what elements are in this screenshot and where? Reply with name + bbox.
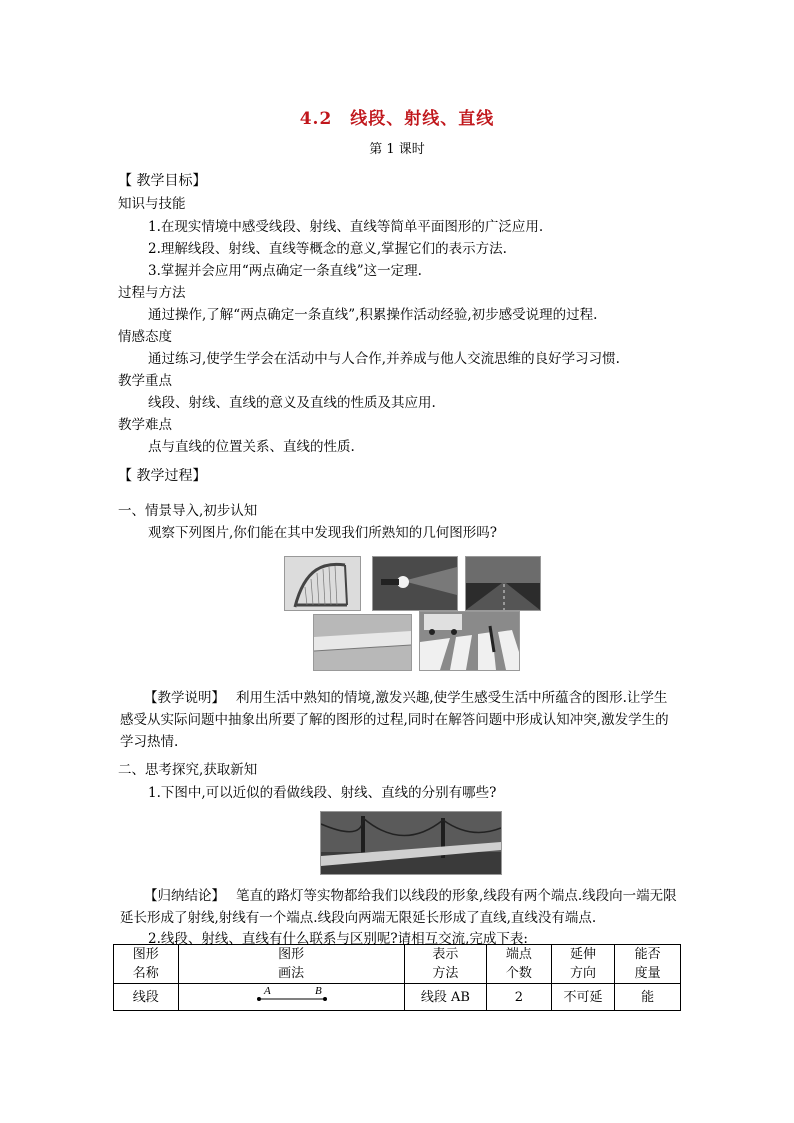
header-cell: 能否 度量: [615, 945, 681, 984]
crosswalk-photo: [419, 611, 520, 671]
knowledge-item: 1.在现实情境中感受线段、射线、直线等简单平面图形的广泛应用.: [148, 219, 544, 235]
part2-question-2: 2.线段、射线、直线有什么联系与区别呢?请相互交流,完成下表:: [148, 931, 528, 947]
key-heading: 教学重点: [118, 373, 172, 389]
procedure-heading: 【 教学过程】: [118, 468, 207, 484]
cell-name: 线段: [114, 984, 179, 1011]
emotion-text: 通过练习,使学生学会在活动中与人合作,并养成与他人交流思维的良好学习习惯.: [148, 351, 620, 367]
knowledge-item: 3.掌握并会应用“两点确定一条直线”这一定理.: [148, 263, 422, 279]
bridge-photo: [320, 811, 502, 875]
part2-question-1: 1.下图中,可以近似的看做线段、射线、直线的分别有哪些?: [148, 785, 497, 801]
segment-drawing: [179, 984, 404, 1004]
point-label-a: A: [263, 985, 271, 997]
part1-note: [120, 687, 680, 753]
knowledge-heading: 知识与技能: [118, 196, 186, 212]
difficulty-text: 点与直线的位置关系、直线的性质.: [148, 439, 355, 455]
road-photo: [465, 556, 541, 611]
process-text: 通过操作,了解“两点确定一条直线”,积累操作活动经验,初步感受说理的过程.: [148, 307, 598, 323]
harp-photo: [284, 556, 361, 611]
comparison-table: [113, 944, 681, 1011]
conclusion-text: 笔直的路灯等实物都给我们以线段的形象,线段有两个端点.线段向一端无限延长形成了射线,射线有一个端点.线段向两端无限延长形成了直线,直线没有端点.: [120, 888, 677, 926]
point-label-b: B: [314, 985, 322, 997]
table-header-row: [114, 945, 681, 984]
difficulty-heading: 教学难点: [118, 417, 172, 433]
part2-heading: 二、思考探究,获取新知: [118, 762, 258, 778]
cell-direction: 不可延: [551, 984, 615, 1011]
flashlight-photo: [372, 556, 458, 611]
goals-heading: 【 教学目标】: [118, 173, 207, 189]
knowledge-item: 2.理解线段、射线、直线等概念的意义,掌握它们的表示方法.: [148, 241, 507, 257]
cell-endpoints: 2: [487, 984, 552, 1011]
header-cell: 图形 名称: [114, 945, 179, 984]
cell-drawing: [178, 984, 404, 1011]
part1-heading: 一、情景导入,初步认知: [118, 503, 258, 519]
header-cell: 图形 画法: [178, 945, 404, 984]
header-cell: 端点 个数: [487, 945, 552, 984]
cell-notation: 线段 AB: [404, 984, 487, 1011]
conclusion-label: 【归纳结论】: [144, 888, 219, 904]
emotion-heading: 情感态度: [118, 329, 172, 345]
header-cell: 延伸 方向: [551, 945, 615, 984]
part2-conclusion: [120, 885, 680, 929]
header-cell: 表示 方法: [404, 945, 487, 984]
key-text: 线段、射线、直线的意义及直线的性质及其应用.: [148, 395, 436, 411]
note-label: 【教学说明】: [144, 690, 219, 706]
page-title: 4.2 线段、射线、直线: [299, 109, 495, 129]
part1-question: 观察下列图片,你们能在其中发现我们所熟知的几何图形吗?: [148, 525, 498, 541]
lesson-subtitle: 第 1 课时: [369, 142, 425, 157]
note-text: 利用生活中熟知的情境,激发兴趣,使学生感受生活中所蕴含的图形.让学生感受从实际问题中抽象出所要了解的图形的过程,同时在解答问题中形成认知冲突,激发学生的学习热情.: [120, 690, 669, 750]
ruler-photo: [313, 614, 412, 671]
table-row: [114, 984, 681, 1011]
cell-measurable: 能: [615, 984, 681, 1011]
process-heading: 过程与方法: [118, 285, 186, 301]
